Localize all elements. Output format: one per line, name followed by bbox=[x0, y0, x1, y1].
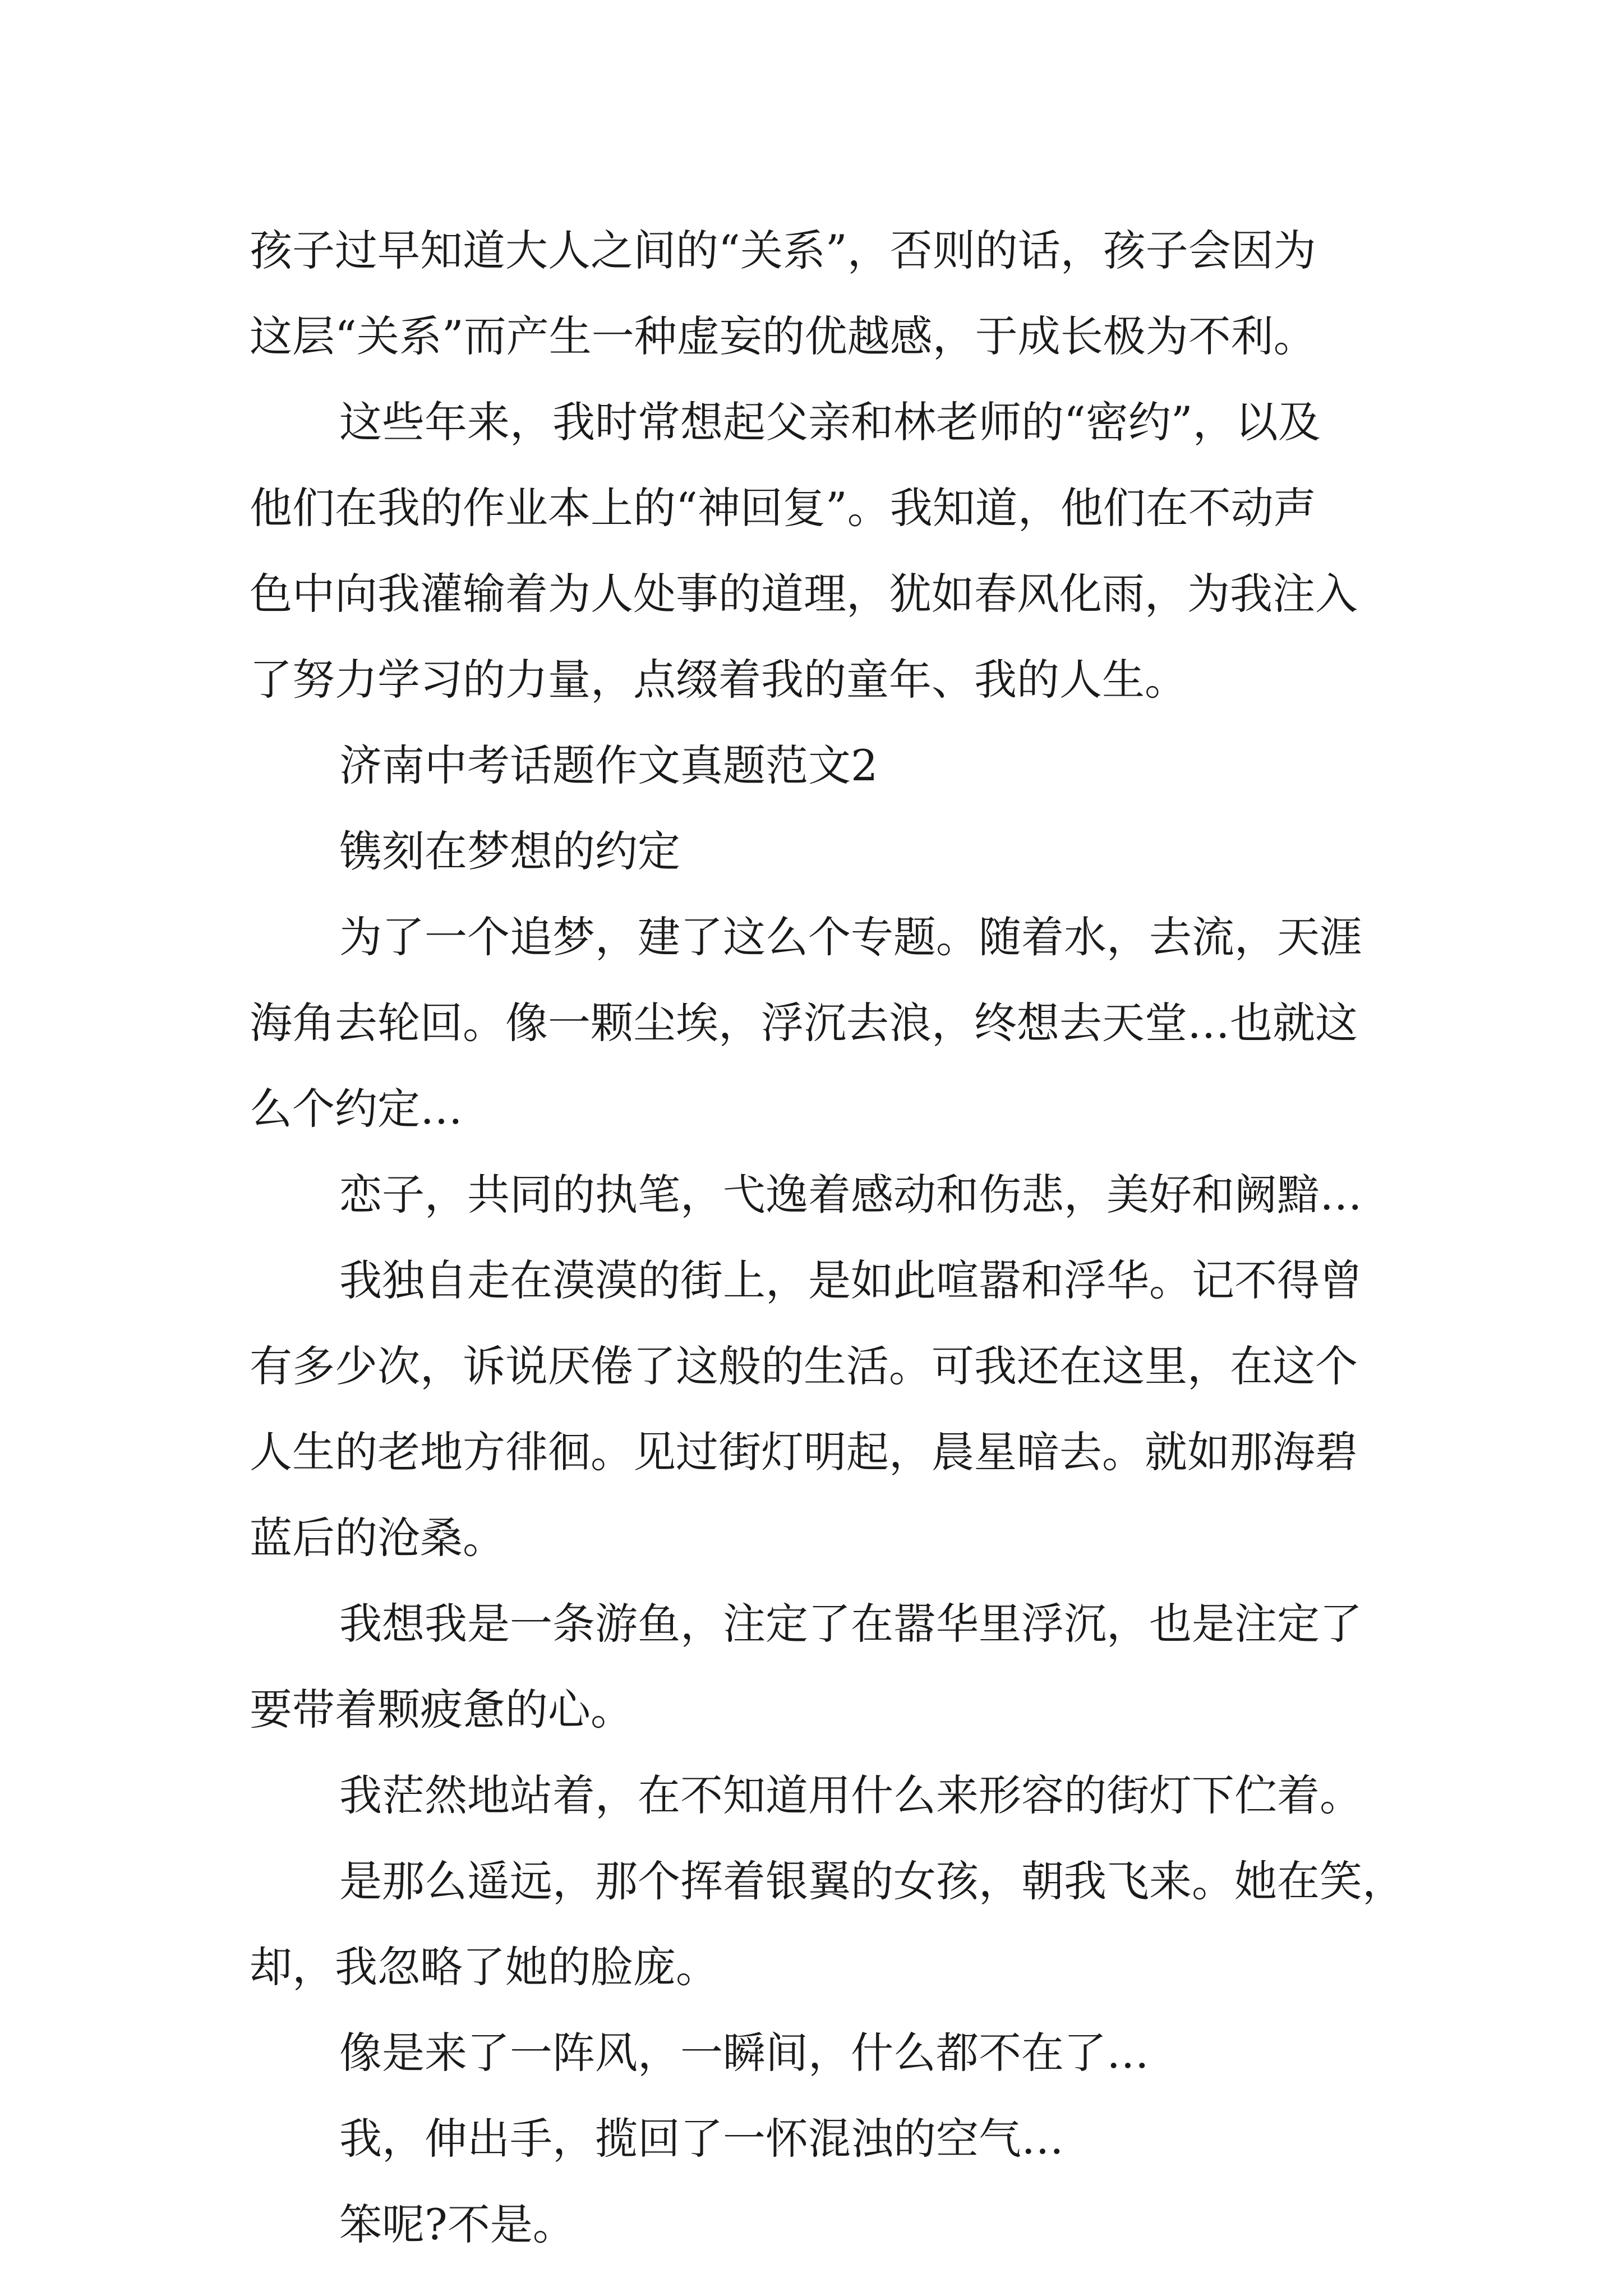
text-line: 这层“关系”而产生一种虚妄的优越感，于成长极为不利。 bbox=[250, 311, 1316, 361]
text-line: 我茫然地站着，在不知道用什么来形容的街灯下伫着。 bbox=[339, 1770, 1362, 1820]
text-line: 孩子过早知道大人之间的“关系”，否则的话，孩子会因为 bbox=[250, 226, 1316, 275]
text-line: 我想我是一条游鱼，注定了在嚣华里浮沉，也是注定了 bbox=[339, 1599, 1362, 1649]
text-line: 这些年来，我时常想起父亲和林老师的“密约”，以及 bbox=[339, 397, 1321, 447]
text-line: 恋子，共同的执笔，弋逸着感动和伤悲，美好和阙黯… bbox=[339, 1170, 1362, 1220]
text-line: 为了一个追梦，建了这么个专题。随着水，去流，天涯 bbox=[339, 912, 1362, 962]
text-line: 我独自走在漠漠的街上，是如此喧嚣和浮华。记不得曾 bbox=[339, 1255, 1362, 1305]
text-line: 海角去轮回。像一颗尘埃，浮沉去浪，终想去天堂…也就这 bbox=[250, 998, 1358, 1048]
section-heading: 济南中考话题作文真题范文2 bbox=[339, 740, 878, 790]
text-line: 像是来了一阵风，一瞬间，什么都不在了… bbox=[339, 2028, 1149, 2078]
essay-title: 镌刻在梦想的约定 bbox=[339, 826, 680, 876]
text-line: 人生的老地方徘徊。见过街灯明起，晨星暗去。就如那海碧 bbox=[250, 1427, 1358, 1477]
text-line: 笨呢?不是。 bbox=[339, 2200, 575, 2249]
text-line: 么个约定… bbox=[250, 1084, 463, 1134]
text-line: 他们在我的作业本上的“神回复”。我知道，他们在不动声 bbox=[250, 483, 1316, 533]
text-line: 有多少次，诉说厌倦了这般的生活。可我还在这里，在这个 bbox=[250, 1341, 1358, 1391]
text-line: 我，伸出手，揽回了一怀混浊的空气… bbox=[339, 2114, 1064, 2164]
text-line: 色中向我灌输着为人处事的道理，犹如春风化雨，为我注入 bbox=[250, 569, 1358, 619]
text-line: 蓝后的沧桑。 bbox=[250, 1513, 505, 1563]
text-line: 是那么遥远，那个挥着银翼的女孩，朝我飞来。她在笑， bbox=[339, 1856, 1405, 1906]
text-line: 了努力学习的力量，点缀着我的童年、我的人生。 bbox=[250, 655, 1187, 705]
text-line: 要带着颗疲惫的心。 bbox=[250, 1685, 633, 1734]
document-body bbox=[250, 208, 1405, 2267]
text-line: 却，我忽略了她的脸庞。 bbox=[250, 1942, 718, 1992]
